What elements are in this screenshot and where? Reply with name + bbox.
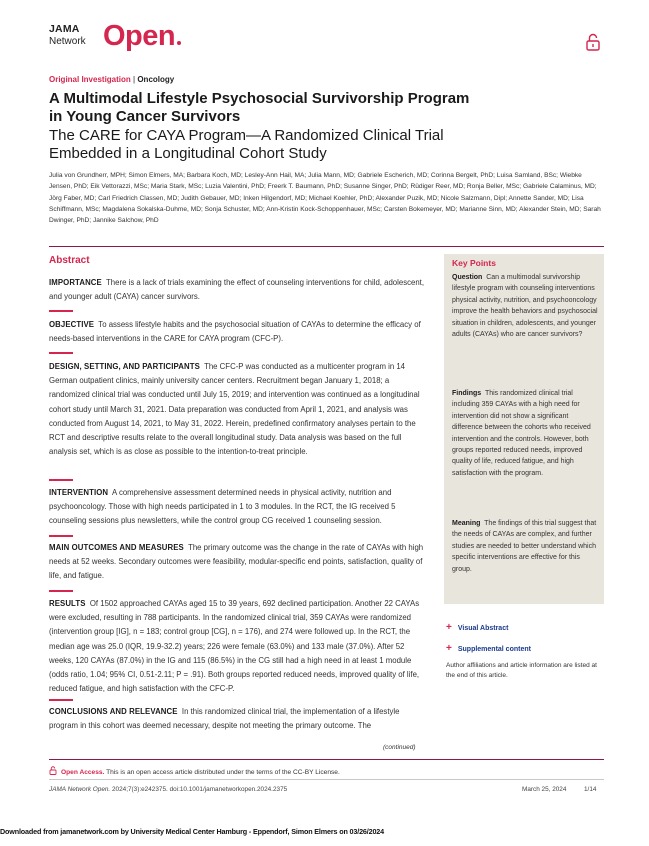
plus-icon: +: [446, 643, 452, 654]
open-access-notice: [49, 766, 340, 776]
section-heading: MAIN OUTCOMES AND MEASURES: [49, 543, 184, 552]
header-divider: [49, 246, 604, 247]
visual-abstract-label: Visual Abstract: [457, 625, 509, 632]
key-points-meaning-label: Meaning: [452, 520, 481, 527]
citation-line: [49, 786, 287, 793]
section-divider: [49, 352, 73, 354]
section-heading: INTERVENTION: [49, 488, 109, 497]
citation-text: 2024;7(3):e242375. doi:10.1001/jamanetworkopen.2024.2375: [112, 786, 288, 793]
page-number: 1/14: [584, 786, 597, 793]
key-points-findings: [452, 388, 598, 479]
section-divider: [49, 699, 73, 701]
section-heading: OBJECTIVE: [49, 320, 95, 329]
abstract-section-objective: [49, 318, 424, 346]
journal-name: JAMA Network Open.: [49, 786, 111, 793]
open-access-label: Open Access.: [61, 769, 105, 776]
section-heading: RESULTS: [49, 599, 86, 608]
open-lock-icon: [586, 33, 600, 51]
section-text: The primary outcome was the change in the rate of CAYAs with high needs at 52 weeks. Secondary outcomes were feasibility, modular-specific end points, satisfaction, quality of life, and fatigue.: [49, 543, 424, 581]
download-watermark: Downloaded from jamanetwork.com by University Medical Center Hamburg - Eppendorf, Simon Elmers on 03/26/2024: [0, 827, 385, 836]
key-points-question-text: Can a multimodal survivorship lifestyle program with counseling interventions physical activity, nutrition, and psychooncology improve the health behaviors and psychosocial situation in children, adolescents, and younger adults (CAYAs) who are cancer survivors?: [452, 274, 598, 339]
section-text: In this randomized clinical trial, the implementation of a lifestyle program in this cohort was deemed necessary, despite not meeting the primary outcome. The: [49, 707, 400, 731]
section-divider: [49, 310, 73, 312]
abstract-section-importance: [49, 276, 424, 304]
key-points-meaning-text: The findings of this trial suggest that the needs of CAYAs are complex, and further studies are needed to better understand which specific interventions are effective for this group.: [452, 520, 597, 573]
section-text: A comprehensive assessment determined needs in physical activity, nutrition and psychooncology. Those with high needs participated in 1 to 3 modules. In the RCT, the IG received 5 counseling sessions plus newsletters, while the control group CG received 1 counseling session.: [49, 488, 396, 526]
key-points-question-label: Question: [452, 274, 483, 281]
article-title: A Multimodal Lifestyle Psychosocial Survivorship Program in Young Cancer Survivors: [49, 90, 470, 125]
journal-logo-jama: JAMA: [49, 23, 80, 35]
abstract-section-outcomes: [49, 541, 424, 584]
section-heading: IMPORTANCE: [49, 278, 102, 287]
supplemental-content-link[interactable]: [446, 643, 531, 654]
plus-icon: +: [446, 622, 452, 633]
publication-date: March 25, 2024: [522, 786, 567, 793]
section-text: Of 1502 approached CAYAs aged 15 to 39 years, 692 declined participation. Another 22 CAYAs were excluded, resulting in 788 participants. In the randomized clinical trial, 359 CAYAs were randomized (intervention group [IG], n = 183; control group [CG], n = 176), and 274 were followed up. In the RCT, the median age was 25.0 (IQR, 19.9-32.2) years; 226 were female (63.0%) and 133 male (37.0%). After 52 weeks, 120 CAYAs (87.0%) in the IG and 115 (86.5%) in the CG still had a high need in at least 1 module (odds ratio, 1.04; 95% CI, 0.51-2.11; P = .91). Both groups reported reduced needs, improved quality of life, reduced fatigue, and high satisfaction with the CFC-P.: [49, 599, 420, 694]
key-points-findings-text: This randomized clinical trial including 359 CAYAs with a high need for intervention did not show a significant difference between the cohorts who received intervention and the controls. However, both groups reported reduced needs, improved quality of life, reduced fatigue, and high satisfaction with the program.: [452, 390, 591, 477]
abstract-section-design: [49, 360, 424, 459]
key-points-heading: Key Points: [452, 258, 496, 268]
section-heading: CONCLUSIONS AND RELEVANCE: [49, 707, 178, 716]
key-points-findings-label: Findings: [452, 390, 482, 397]
section-text: To assess lifestyle habits and the psychosocial situation of CAYAs to determine the efficacy of needs-based interventions in the CARE for CAYA program (CFC-P).: [49, 320, 421, 344]
key-points-meaning: [452, 518, 598, 575]
journal-logo-network: Network: [49, 36, 86, 47]
article-type-line: [49, 75, 174, 84]
visual-abstract-link[interactable]: [446, 622, 508, 633]
affiliations-note: Author affiliations and article information are listed at the end of this article.: [446, 662, 597, 679]
abstract-section-intervention: [49, 486, 424, 529]
article-category: Oncology: [137, 75, 175, 84]
article-subtitle: The CARE for CAYA Program—A Randomized Clinical Trial Embedded in a Longitudinal Cohort Study: [49, 127, 444, 162]
article-type-label: Original Investigation: [49, 75, 131, 84]
open-access-text: This is an open access article distributed under the terms of the CC-BY License.: [106, 769, 340, 776]
open-lock-icon: [49, 766, 57, 775]
abstract-section-results: [49, 597, 424, 696]
section-heading: DESIGN, SETTING, AND PARTICIPANTS: [49, 362, 200, 371]
abstract-section-conclusions: [49, 705, 424, 733]
journal-logo-open: Open: [103, 20, 176, 52]
key-points-question: [452, 272, 598, 340]
author-list: Julia von Grundherr, MPH; Simon Elmers, MA; Barbara Koch, MD; Lesley-Ann Hail, MA; Julia Mann, MD; Gabriele Escherich, MD; Corinna Bergelt, PhD; Luisa Samland, BSc; Wiebke Jensen, PhD; Eik Vettorazzi, MSc; Maria Stark, MSc; Luzia Valentini, PhD; Freerk T. Baumann, PhD; Susanne Singer, PhD; Rüdiger Reer, MD; Ronja Beller, MSc; Gabriele Calaminus, MD; Jörg Faber, MD; Carl Friedrich Classen, MD; Judith Gebauer, MD; Inken Hilgendorf, MD; Michael Koehler, PhD; Alexander Puzik, MD; Nicole Salzmann, Dipl; Annette Sander, MD; Lisa Schiffmann, MSc; Magdalena Sokalska-Duhme, MD; Sonja Schuster, MD; Ann-Kristin Kock-Schoppenhauer, MSc; Carsten Bokemeyer, MD; Marianne Sinn, MD; Alexander Stein, MD; Sarah Dwinger, PhD; Jannike Salchow, PhD: [49, 172, 601, 225]
abstract-heading: Abstract: [49, 255, 90, 266]
continued-note: (continued): [383, 744, 416, 751]
section-divider: [49, 535, 73, 537]
section-divider: [49, 590, 73, 592]
footer-divider: [49, 759, 604, 760]
section-text: The CFC-P was conducted as a multicenter program in 14 German outpatient clinics, mainly university cancer centers. Recruitment began January 1, 2018; a randomized clinical trial was conducted until July 15, 2019; and intervention was continued as a longitudinal cohort study until March 31, 2021. Data preparation was conducted from April 1, 2021, and analysis was conducted from August 14, 2021, to May 31, 2022. Herein, predefined confirmatory analyses pertain to the RCT and descriptive results relate to the overall longitudinal study. Data analysis was based on the full analysis set, which is as close as possible to the intention-to-treat principle.: [49, 362, 420, 457]
section-divider: [49, 479, 73, 481]
section-text: There is a lack of trials examining the effect of counseling interventions for child, adolescent, and younger adult (CAYA) cancer survivors.: [49, 278, 425, 302]
supplemental-content-label: Supplemental content: [457, 646, 531, 653]
footer-thin-divider: [49, 779, 604, 780]
article-type-separator: |: [130, 75, 138, 84]
